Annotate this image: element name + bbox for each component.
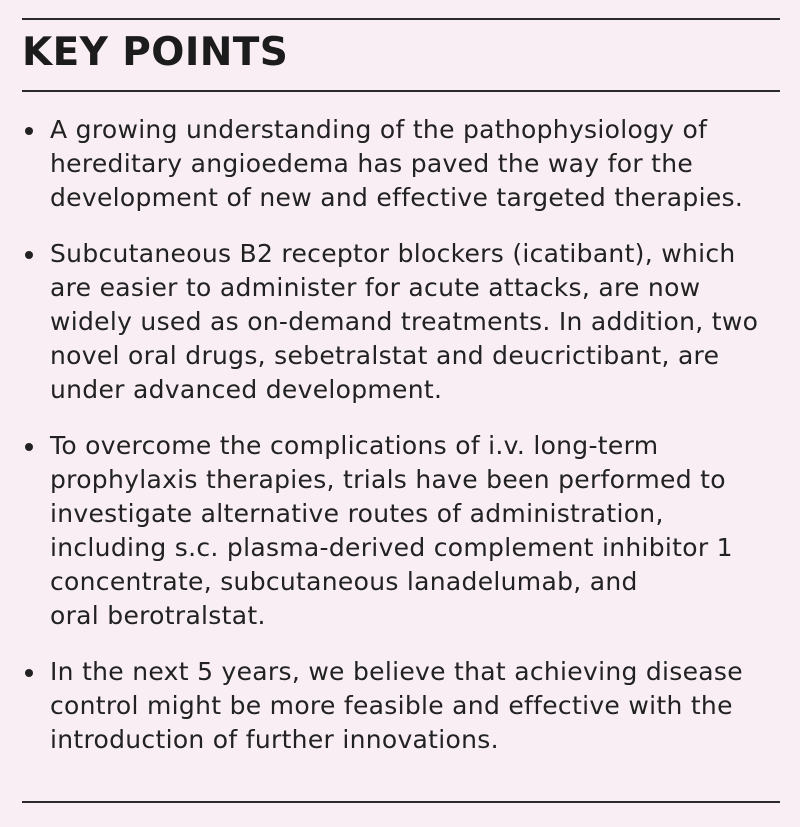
key-point-3: To overcome the complications of i.v. long-term prophylaxis therapies, trials have been performed to investigate alternative routes of administration, including s.c. plasma-derived complement inhibitor 1 concentrate, subcutaneous lanadelumab, and oral berotralstat. [22, 429, 780, 633]
key-point-2: Subcutaneous B2 receptor blockers (icatibant), which are easier to administer for acute attacks, are now widely used as on-demand treatments. In addition, two novel oral drugs, sebetralstat and deucrictibant, are under advanced development. [22, 237, 780, 407]
key-point-1: A growing understanding of the pathophysiology of hereditary angioedema has paved the way for the development of new and effective targeted therapies. [22, 113, 780, 215]
bullet-icon [25, 251, 33, 259]
bullet-icon [25, 127, 33, 135]
title-rule [22, 90, 780, 92]
bullet-icon [25, 443, 33, 451]
top-rule [22, 18, 780, 20]
key-point-4: In the next 5 years, we believe that achieving disease control might be more feasible and effective with the introduction of further innovations. [22, 655, 780, 757]
bullet-icon [25, 669, 33, 677]
bottom-rule [22, 801, 780, 803]
section-title: KEY POINTS [22, 30, 289, 75]
key-points-list [22, 113, 780, 779]
